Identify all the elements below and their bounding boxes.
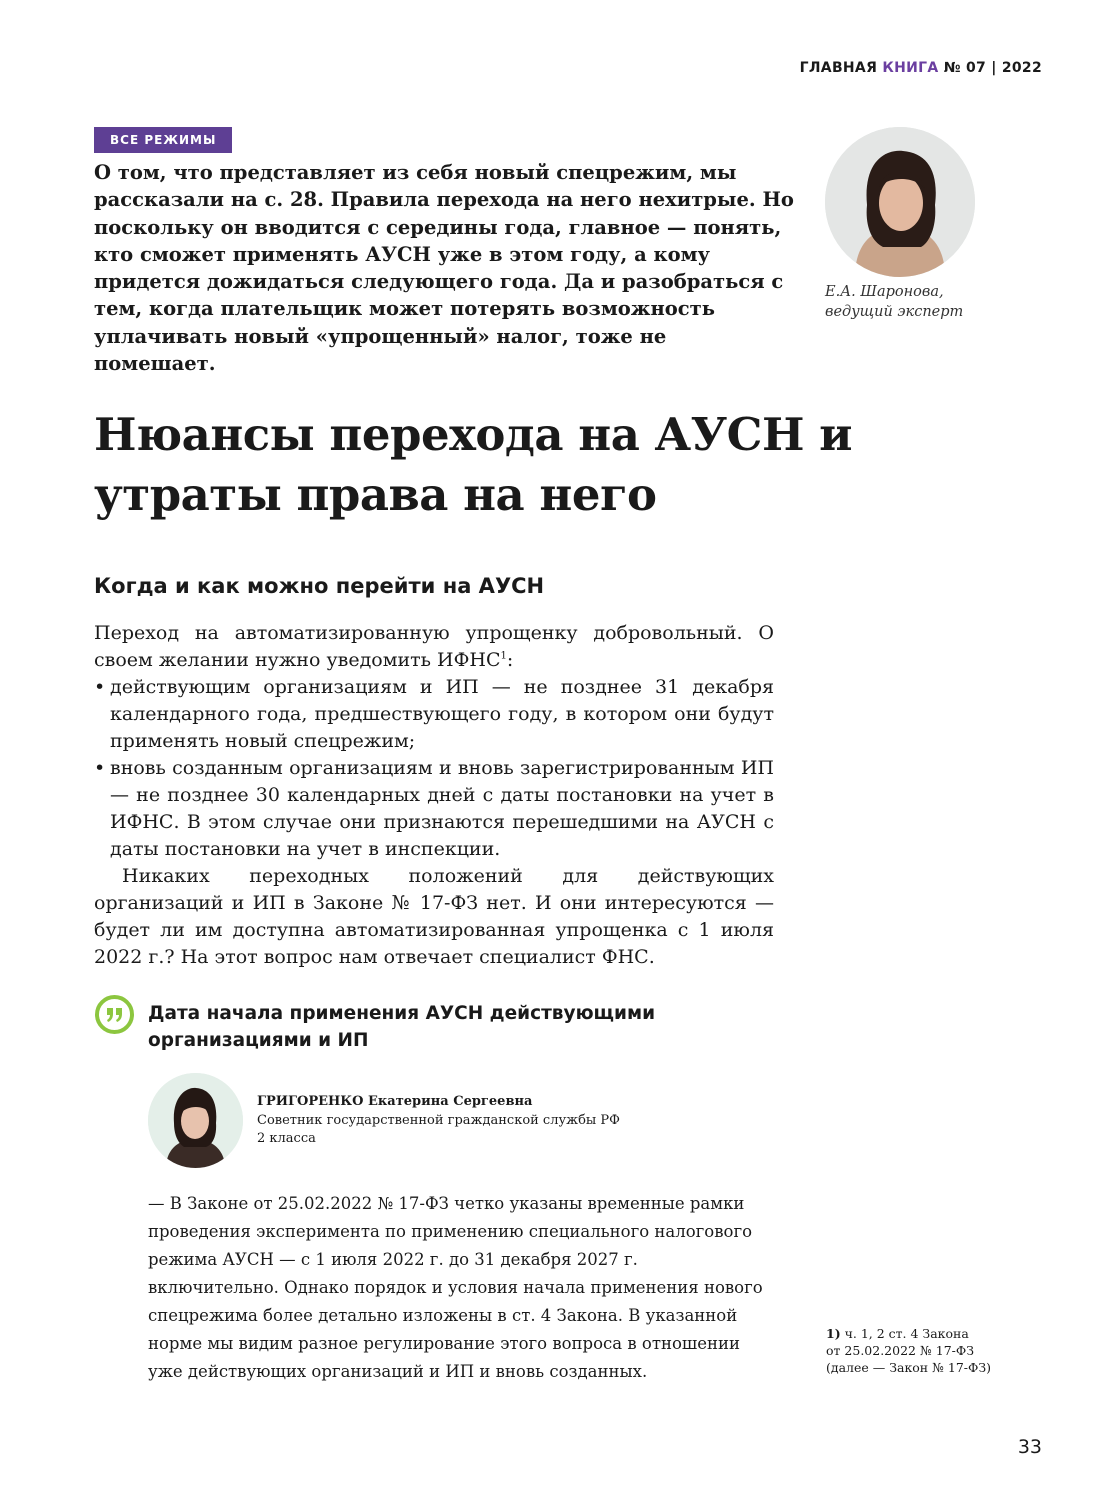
list-item: • вновь созданным организациям и вновь зарегистрированным ИП — не позднее 30 календарных дней с даты постановки на учет в ИФНС. В этом случае они признаются перешедшими на АУСН с даты постановки на учет в инспекции. [94, 755, 774, 863]
quote-mark-icon [94, 994, 135, 1035]
quote-heading: Дата начала применения АУСН действующими организациями и ИП [148, 1003, 656, 1051]
quote-text: — В Законе от 25.02.2022 № 17-ФЗ четко указаны временные рамки проведения эксперимента по применению специального налогового режима АУСН — с 1 июля 2022 г. до 31 декабря 2027 г. включительно. Однако порядок и условия начала применения нового спецрежима более детально изложены в ст. 4 Закона. В указанной норме мы видим разное регулирование этого вопроса в отношении уже действующих организаций и ИП и вновь созданных. [148, 1194, 763, 1381]
body-intro-text: Переход на автоматизированную упрощенку добровольный. О своем желании нужно уведомить ИФНС [94, 622, 774, 671]
body-intro-end: : [506, 649, 514, 671]
rubric-tag: ВСЕ РЕЖИМЫ [94, 127, 232, 153]
page-number: 33 [1017, 1436, 1042, 1458]
author-caption [825, 282, 963, 322]
expert-surname: ГРИГОРЕНКО [257, 1094, 364, 1109]
bullet-list [94, 674, 774, 863]
expert-given-name: Екатерина Сергеевна [367, 1094, 533, 1109]
author-portrait-icon [825, 127, 975, 277]
expert-info [257, 1093, 620, 1149]
issue-number: № 07 | 2022 [943, 60, 1042, 76]
footnote-line3: (далее — Закон № 17-ФЗ) [826, 1360, 992, 1375]
expert-portrait-icon [148, 1073, 243, 1168]
footnote [826, 1325, 1026, 1376]
running-header [800, 60, 1042, 76]
section-heading: Когда и как можно перейти на АУСН [94, 574, 545, 598]
article-body [94, 620, 774, 971]
list-item: • действующим организациям и ИП — не позднее 31 декабря календарного года, предшествующего году, в котором они будут применять новый спецрежим; [94, 674, 774, 755]
magazine-name-part2: КНИГА [882, 60, 939, 76]
expert-name [257, 1093, 620, 1112]
author-name: Е.А. Шаронова, [825, 284, 944, 300]
lead-paragraph: О том, что представляет из себя новый спецрежим, мы рассказали на с. 28. Правила перехода на него нехитрые. Но поскольку он вводится с середины года, главное — понять, кто сможет применять АУСН уже в этом году, а кому придется дожидаться следующего года. Да и разобраться с тем, когда плательщик может потерять возможность уплачивать новый «упрощенный» налог, тоже не помешает. [94, 161, 794, 376]
author-role: ведущий эксперт [825, 304, 964, 320]
body-intro [94, 620, 774, 674]
expert-position-rank: 2 класса [257, 1131, 316, 1146]
article-title: Нюансы перехода на АУСН и утраты права на него [94, 408, 853, 521]
author-photo [825, 127, 975, 277]
footnote-line2: от 25.02.2022 № 17-ФЗ [826, 1343, 975, 1358]
magazine-name-part1: ГЛАВНАЯ [799, 60, 878, 76]
body-paragraph: Никаких переходных положений для действующих организаций и ИП в Законе № 17-ФЗ нет. И они интересуются — будет ли им доступна автоматизированная упрощенка с 1 июля 2022 г.? На этот вопрос нам отвечает специалист ФНС. [94, 865, 774, 968]
expert-position: Советник государственной гражданской службы РФ [257, 1112, 620, 1128]
expert-photo [148, 1073, 243, 1168]
footnote-ref: 1 [500, 650, 507, 662]
quote-icon [94, 994, 135, 1035]
footnote-number: 1) [826, 1326, 841, 1341]
footnote-text-1: ч. 1, 2 ст. 4 Закона [844, 1326, 969, 1341]
footnote-line1 [826, 1325, 1026, 1342]
